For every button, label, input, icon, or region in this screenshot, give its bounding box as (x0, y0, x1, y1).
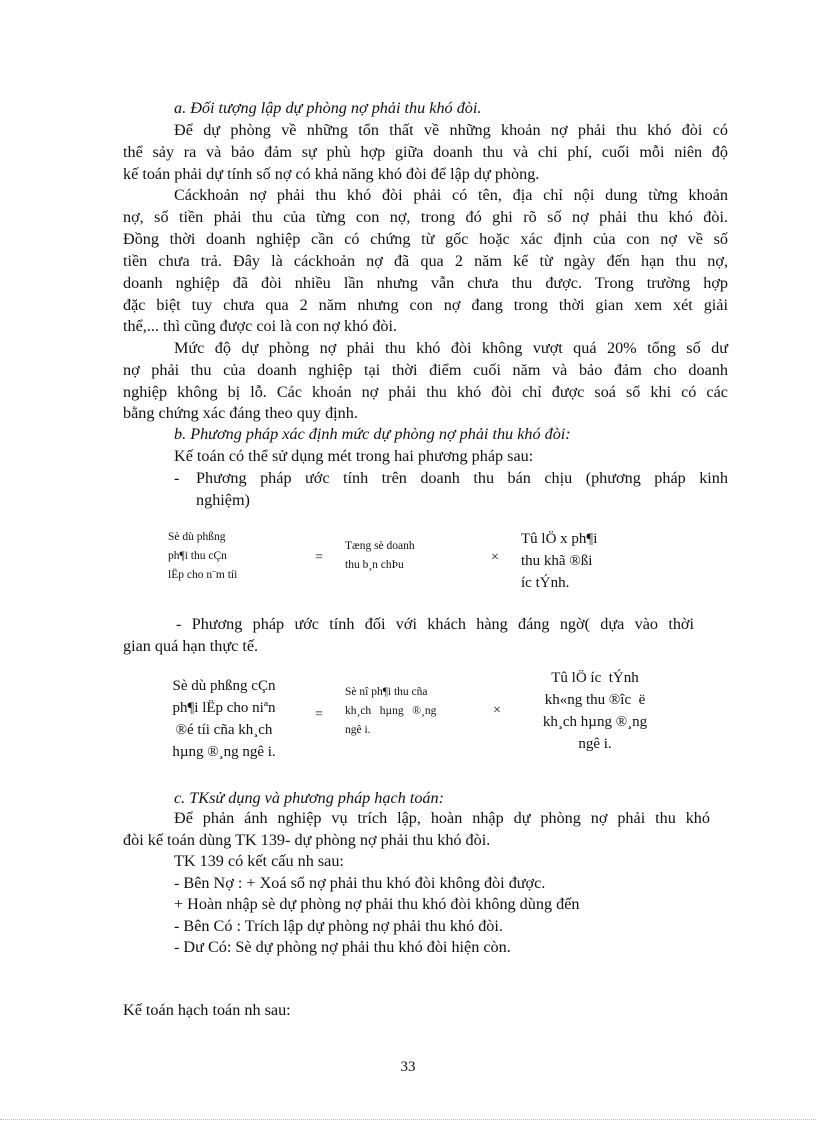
formula-2-right-line1: Tû lÖ íc tÝnh (551, 670, 639, 686)
formula-2-left-line1: Sè dù phßng cÇn (172, 678, 276, 694)
section-c-p1-line2: đòi kế toán dùng TK 139- dự phòng nợ phải thu khó đòi. (123, 831, 491, 849)
section-a-heading: a. Đối tượng lập dự phòng nợ phải thu khó đòi. (174, 99, 482, 117)
section-b-bullet-dash: - (174, 469, 180, 487)
formula-2-right-line3: kh¸ch hµng ®¸ng (542, 714, 648, 730)
page-number: 33 (400, 1059, 416, 1075)
section-b-method2-line1: - Phương pháp ước tính đối với khách hàng đáng ngờ( dựa vào thời (176, 615, 694, 633)
section-c-structure: TK 139 có kết cấu nh sau: (174, 852, 344, 870)
section-b-intro: Kế toán có thể sử dụng mét trong hai phương pháp sau: (174, 447, 534, 465)
section-a-p3-line2: nợ phải thu của doanh nghiệp tại thời điểm cuối năm và bảo đảm cho doanh (123, 361, 728, 379)
formula-2-times: × (493, 703, 501, 718)
section-b-heading: b. Phương pháp xác định mức dự phòng nợ phải thu khó đòi: (174, 425, 571, 443)
section-a-p1-line2: thể sảy ra và bảo đảm sự phù hợp giữa doanh thu và chi phí, cuối mỗi niên độ (123, 143, 728, 161)
section-a-p2-line3: Đồng thời doanh nghiệp cần có chứng từ gốc hoặc xác định của con nợ về số (123, 230, 728, 248)
formula-2-left-line4: hµng ®¸ng ngê i. (172, 744, 276, 760)
formula-1-right-line2: thu khã ®ßi (521, 553, 593, 569)
formula-1-mid-line2: thu b¸n chÞu (345, 559, 404, 571)
formula-1-left-line2: ph¶i thu cÇn (168, 550, 227, 562)
section-a-p3-line4: bằng chứng xác đáng theo quy định. (123, 404, 358, 422)
formula-1-left-line3: lËp cho n¨m tíi (168, 569, 238, 581)
section-a-p3-line1: Mức độ dự phòng nợ phải thu khó đòi không vượt quá 20% tổng số dư (174, 339, 728, 357)
section-a-p2-line4: tiền chưa trả. Đây là cáckhoản nợ đã qua 2 năm kể từ ngày đến hạn thu nợ, (123, 252, 728, 270)
section-a-p3-line3: nghiệp không bị lỗ. Các khoản nợ phải thu khó đòi chỉ được soá sổ khi có các (123, 383, 728, 401)
formula-2-mid-line3: ngê i. (345, 724, 371, 736)
section-a-p2-line5: doanh nghiệp đã đòi nhiều lần nhưng vẫn chưa thu được. Trong trường hợp (123, 274, 728, 292)
section-a-p1-line3: kế toán phải dự tính số nợ có khả năng khó đòi để lập dự phòng. (123, 165, 540, 183)
section-a-p1-line1: Để dự phòng về những tổn thất về những khoản nợ phải thu khó đòi có (174, 121, 728, 139)
formula-1-left-line1: Sè dù phßng (168, 531, 226, 543)
formula-2-left-line2: ph¶i lËp cho niªn (172, 700, 276, 716)
section-c-item-4: - Dư Có: Sè dự phòng nợ phải thu khó đòi hiện còn. (174, 938, 511, 956)
formula-1-times: × (491, 550, 499, 565)
section-c-item-2: + Hoàn nhập sè dự phòng nợ phải thu khó đòi không dùng đến (174, 895, 580, 913)
formula-2-mid-line1: Sè nî ph¶i thu cña (345, 686, 428, 698)
page-bottom-border (0, 1119, 816, 1120)
section-b-method1-line2: nghiệm) (196, 491, 250, 509)
formula-1-equals: = (315, 550, 323, 565)
formula-1-right-line3: íc tÝnh. (521, 575, 570, 591)
formula-2-right-line4: ngê i. (578, 736, 612, 752)
section-c-p1-line1: Để phản ánh nghiệp vụ trích lập, hoàn nhập dự phòng nợ phải thu khó (174, 809, 710, 827)
section-c-closing: Kế toán hạch toán nh sau: (123, 1001, 291, 1019)
section-a-p2-line1: Cáckhoản nợ phải thu khó đòi phải có tên, địa chỉ nội dung từng khoản (174, 186, 728, 204)
section-c-item-3: - Bên Có : Trích lập dự phòng nợ phải thu khó đòi. (174, 917, 503, 935)
section-b-method1-line1: Phương pháp ước tính trên doanh thu bán chịu (phương pháp kinh (196, 469, 728, 487)
section-c-item-1: - Bên Nợ : + Xoá sổ nợ phải thu khó đòi không đòi được. (174, 874, 546, 892)
section-b-method2-line2: gian quá hạn thực tế. (123, 637, 259, 655)
formula-2-mid-line2: kh¸ch hµng ®¸ng (345, 705, 437, 717)
formula-1-right-line1: Tû lÖ x ph¶i (521, 531, 598, 547)
section-a-p2-line6: đặc biệt tuy chưa qua 2 năm nhưng con nợ đang trong thời gian xem xét giải (123, 296, 728, 314)
formula-2-right-line2: kh«ng thu ®îc ë (544, 692, 646, 708)
section-a-p2-line2: nợ, số tiền phải thu của từng con nợ, trong đó ghi rõ số nợ phải thu khó đòi. (123, 208, 728, 226)
formula-2-left-line3: ®é tíi cña kh¸ch (175, 722, 273, 738)
formula-2-equals: = (315, 707, 323, 722)
section-a-p2-line7: thể,... thì cũng được coi là con nợ khó đòi. (123, 317, 398, 335)
formula-1-mid-line1: Tæng sè doanh (345, 540, 415, 552)
section-c-heading: c. TKsử dụng và phương pháp hạch toán: (174, 789, 444, 807)
